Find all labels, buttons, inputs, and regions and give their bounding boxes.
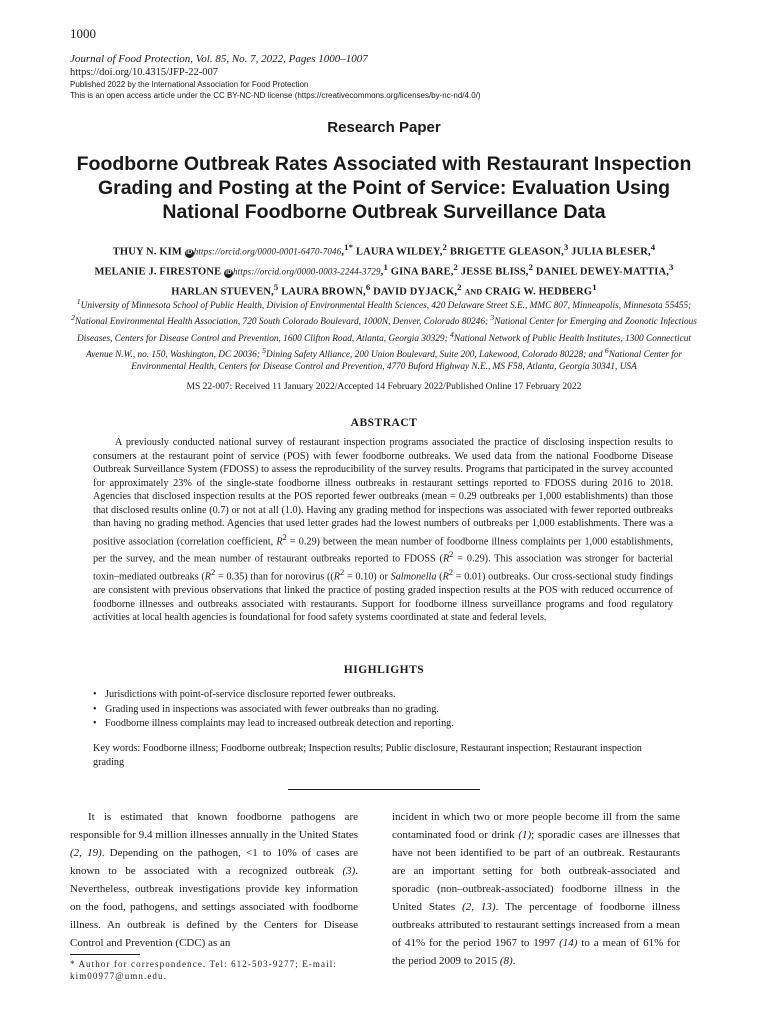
author-name: BRIGETTE GLEASON,: [449, 246, 564, 258]
highlights-heading: HIGHLIGHTS: [343, 664, 425, 676]
author-name: LAURA BROWN,: [281, 286, 366, 298]
affiliation-1: University of Minnesota School of Public Health, Division of Environmental Health Sciences, 420 Delaware Street S.E., MMC 807, Minneapolis, Minnesota 55455;: [80, 301, 692, 312]
journal-citation: Journal of Food Protection, Vol. 85, No. 7, 2022, Pages 1000–1007: [70, 53, 368, 65]
author-name: GINA BARE,: [390, 266, 454, 278]
orcid-icon[interactable]: iD: [186, 249, 193, 256]
author-name: DANIEL DEWEY-MATTIA,: [535, 266, 670, 278]
affiliation-6: National Center for Environmental Health, Centers for Disease Control and Prevention, 4770 Buford Highway N.E., MS F58, Atlanta, Georgia 30341, USA: [131, 349, 683, 373]
journal-meta: [70, 53, 481, 101]
author-name: THUY N. KIM: [112, 246, 182, 258]
article-type: Research Paper: [327, 119, 441, 136]
license-line: This is an open access article under the CC BY-NC-ND license (https://creativecommons.org/licenses/by-nc-nd/4.0/): [70, 91, 481, 100]
footnote-divider: [70, 954, 140, 955]
author-name: DAVID DYJACK,: [373, 286, 458, 298]
author-name: JULIA BLESER,: [571, 246, 651, 258]
section-divider: [288, 789, 480, 790]
orcid-icon[interactable]: iD: [225, 269, 232, 276]
affiliation-5: Dining Safety Alliance, 200 Union Boulevard, Suite 200, Lakewood, Colorado 80228; and: [266, 349, 603, 360]
highlights-list: [93, 688, 673, 732]
and-word: AND: [464, 287, 483, 297]
manuscript-dates: MS 22-007: Received 11 January 2022/Accepted 14 February 2022/Published Online 17 February 2022: [186, 382, 582, 392]
author-list: THUY N. KIM iDhttps://orcid.org/0000-0001-6470-7046,$^{1*}$ LAURA WILDEY,$^2$ BRIGETTE GLEASON,$^3$ JULIA BLESER,$^4$ MELANIE J. FIRESTONE iDhttps://orcid.org/0000-0003-2244-3729,$^1$ GINA BARE,$^2$ JESSE BLISS,$^2$ DANIEL DEWEY-MATTIA,$^3$ HARLAN STUEVEN,$^5$ LAURA BROWN,$^6$ DAVID DYJACK,$^2$ AND CRAIG W. HEDBERG$^1$: [94, 242, 674, 298]
citation-link[interactable]: (14): [559, 937, 578, 949]
citation-link[interactable]: (2, 19): [70, 847, 102, 859]
citation-link[interactable]: (3): [342, 865, 356, 877]
body-column-left: It is estimated that known foodborne pathogens are responsible for 9.4 million illnesses annually in the United States (2, 19). Depending on the pathogen, <1 to 10% of cases are known to be associated with a recognized outbreak (3). Nevertheless, outbreak investigations provide key information on the food, pathogens, and settings associated with foodborne illness. An outbreak is defined by the Centers for Disease Control and Prevention (CDC) as an: [70, 811, 359, 949]
doi-link[interactable]: https://doi.org/10.4315/JFP-22-007: [70, 67, 218, 78]
highlight-item: • Jurisdictions with point-of-service disclosure reported fewer outbreaks.: [93, 688, 673, 703]
citation-link[interactable]: (1): [518, 829, 532, 841]
body-column-right: incident in which two or more people become ill from the same contaminated food or drink (1); sporadic cases are illnesses that have not been identified to be part of an outbreak. Restaurants are an important setting for both outbreak-associated and sporadic (non–outbreak-associated) foodborne illness in the United States (2, 13). The percentage of foodborne illness outbreaks attributed to restaurant settings increased from a mean of 41% for the period 1967 to 1997 (14) to a mean of 61% for the period 2009 to 2015 (8).: [392, 811, 681, 967]
abstract-text: A previously conducted national survey of restaurant inspection programs associated the practice of disclosing inspection results to consumers at the restaurant point of service (POS) with fewer foodborne outbreaks. We used data from the national Foodborne Disease Outbreak Surveillance System (FDOSS) to assess the reproducibility of the survey results. Programs that participated in the survey accounted for approximately 23% of the single-state foodborne illness outbreaks in restaurant settings reported to FDOSS during 2016 to 2018. Agencies that disclosed inspection results at the POS reported fewer outbreaks (mean = 0.29 outbreaks per 1,000 establishments) than those that disclosed results online (0.7) or not at all (1.0). Having any grading method for inspections was associated with fewer reported outbreaks than having no grading method. Agencies that used letter grades had the lowest numbers of outbreaks per 1,000 establishments. There was a positive association (correlation coefficient, $R^2 = 0.29$) between the mean number of foodborne illness complaints per 1,000 establishments, per the survey, and the mean number of restaurant outbreaks reported to FDOSS $(R^2 = 0.29)$. This association was stronger for bacterial toxin–mediated outbreaks $(R^2 = 0.35)$ than for norovirus ($(R^2 = 0.10)$ or Salmonella $(R^2 = 0.01)$ outbreaks. Our cross-sectional study findings are consistent with previous observations that linked the practice of posting graded inspection results at the POS with reduced occurrence of foodborne illnesses and outbreaks associated with restaurants. Support for foodborne illness surveillance programs and food regulatory activities at local health agencies is foundational for food safety systems coordinated at state and federal levels.: [93, 437, 674, 624]
citation-link[interactable]: (2, 13): [462, 901, 496, 913]
author-name: CRAIG W. HEDBERG: [485, 286, 593, 298]
citation-link[interactable]: (8): [499, 955, 513, 967]
correspondence-footnote: * Author for correspondence. Tel: 612-503-9277; E-mail: kim00977@umn.edu.: [70, 959, 337, 981]
affiliations: $^1$University of Minnesota School of Public Health, Division of Environmental Health Sciences, 420 Delaware Street S.E., MMC 807, Minneapolis, Minnesota 55455; $^2$National Environmental Health Association, 720 South Colorado Boulevard, 1000N, Denver, Colorado 80246; $^3$National Center for Emerging and Zoonotic Infectious Diseases, Centers for Disease Control and Prevention, 1600 Clifton Road, Atlanta, Georgia 30329; $^4$National Network of Public Health Institutes, 1300 Connecticut Avenue N.W., no. 150, Washington, DC 20036; $^5$Dining Safety Alliance, 200 Union Boulevard, Suite 200, Lakewood, Colorado 80228; and $^6$National Center for Environmental Health, Centers for Disease Control and Prevention, 4770 Buford Highway N.E., MS F58, Atlanta, Georgia 30341, USA: [71, 297, 697, 373]
author-sup: 1*: [344, 242, 354, 252]
author-name: MELANIE J. FIRESTONE: [94, 266, 222, 278]
author-name: HARLAN STUEVEN,: [171, 286, 274, 298]
author-name: JESSE BLISS,: [460, 266, 529, 278]
author-name: LAURA WILDEY,: [355, 246, 443, 258]
orcid-link[interactable]: https://orcid.org/0000-0003-2244-3729: [233, 266, 381, 277]
abstract-heading: ABSTRACT: [350, 417, 418, 429]
affiliation-3: National Center for Emerging and Zoonotic Infectious Diseases, Centers for Disease Control and Prevention, 1600 Clifton Road, Atlanta, Georgia 30329;: [77, 317, 697, 344]
page-number: 1000: [70, 26, 96, 41]
publisher-line: Published 2022 by the International Association for Food Protection: [70, 80, 309, 89]
affiliation-2: National Environmental Health Association, 720 South Colorado Boulevard, 1000N, Denver, Colorado 80246;: [74, 317, 489, 328]
affiliation-4: National Network of Public Health Institutes, 1300 Connecticut Avenue N.W., no. 150, Washington, DC 20036;: [85, 333, 691, 360]
keywords: Key words: Foodborne illness; Foodborne outbreak; Inspection results; Public disclosure, Restaurant inspection; Restaurant inspection grading: [93, 743, 642, 768]
highlight-item: • Grading used in inspections was associated with fewer outbreaks than no grading.: [93, 703, 673, 718]
highlight-item: • Foodborne illness complaints may lead to increased outbreak detection and reporting.: [93, 717, 673, 732]
orcid-link[interactable]: https://orcid.org/0000-0001-6470-7046: [193, 246, 342, 257]
article-title: Foodborne Outbreak Rates Associated with Restaurant Inspection Grading and Posting at the Point of Service: Evaluation Using National Foodborne Outbreak Surveillance Data: [76, 153, 692, 223]
